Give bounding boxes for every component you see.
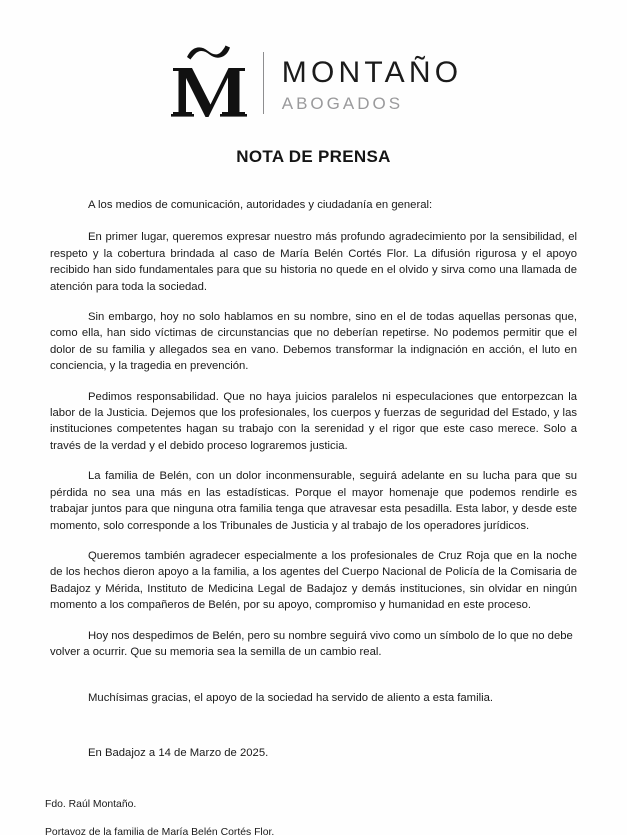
montano-m-tilde-monogram-icon (165, 42, 253, 124)
letterhead (0, 0, 627, 124)
signature-block (0, 797, 627, 840)
brand-subtitle: ABOGADOS (281, 94, 404, 113)
addressee-line: A los medios de comunicación, autoridades y ciudadanía en general: (88, 199, 433, 211)
signed-by: Fdo. Raúl Montaño. (45, 799, 137, 811)
letterhead-divider (263, 52, 264, 114)
body-paragraph: Queremos también agradecer especialmente a los profesionales de Cruz Roja que en la noche de los hechos dieron apoyo a la familia, a los agentes del Cuerpo Nacional de Policía de la Comisaria de Badajoz y Mérida, Instituto de Medicina Legal de Badajoz y demás instituciones, sin olvidar en ningún momento a los compañeros de Belén, por su apoyo, compromiso y humanidad en este proceso. (50, 549, 577, 612)
dateline: En Badajoz a 14 de Marzo de 2025. (88, 746, 269, 759)
page-title: NOTA DE PRENSA (236, 147, 391, 166)
wordmark (282, 54, 463, 112)
body-paragraph: La familia de Belén, con un dolor inconmensurable, seguirá adelante en su lucha para que su pérdida no sea una más en las estadísticas. Porque el mayor homenaje que podemos rendirle es trabajar juntos para que ninguna otra familia tenga que atravesar esta pesadilla. Esta labor, y desde este momento, solo corresponde a los Tribunales de Justicia y al trabajo de los operadores jurídicos. (50, 470, 577, 532)
document-body (0, 197, 627, 761)
signer-role: Portavoz de la familia de María Belén Cortés Flor. (45, 827, 275, 839)
body-paragraph: Sin embargo, hoy no solo hablamos en su nombre, sino en el de todas aquellas personas que, como ella, han sido víctimas de circunstancias que no deberían repetirse. No podemos permitir que el dolor de su familia y allegados sea en vano. Debemos transformar la indignación en acción, el luto en conciencia, y la tragedia en prevención. (50, 311, 577, 373)
closing-thanks: Muchísimas gracias, el apoyo de la sociedad ha servido de aliento a esta familia. (88, 692, 494, 705)
body-paragraph: Pedimos responsabilidad. Que no haya juicios paralelos ni especulaciones que entorpezcan la labor de la Justicia. Dejemos que los profesionales, los cuerpos y fuerzas de seguridad del Estado, y las instituciones competentes hagan su trabajo con la serenidad y el rigor que este caso merece. Solo a través de la verdad y el debido proceso lograremos justicia. (50, 390, 577, 452)
body-paragraph: Hoy nos despedimos de Belén, pero su nombre seguirá vivo como un símbolo de lo que no debe volver a ocurrir. Que su memoria sea la semilla de un cambio real. (50, 629, 573, 658)
body-paragraph: En primer lugar, queremos expresar nuestro más profundo agradecimiento por la sensibilidad, el respeto y la cobertura brindada al caso de María Belén Cortés Flor. La difusión rigurosa y el apoyo recibido han sido fundamentales para que su historia no quede en el olvido y sirva como una llamada de atención para toda la sociedad. (50, 231, 577, 293)
brand-name: MONTAÑO (281, 56, 463, 89)
